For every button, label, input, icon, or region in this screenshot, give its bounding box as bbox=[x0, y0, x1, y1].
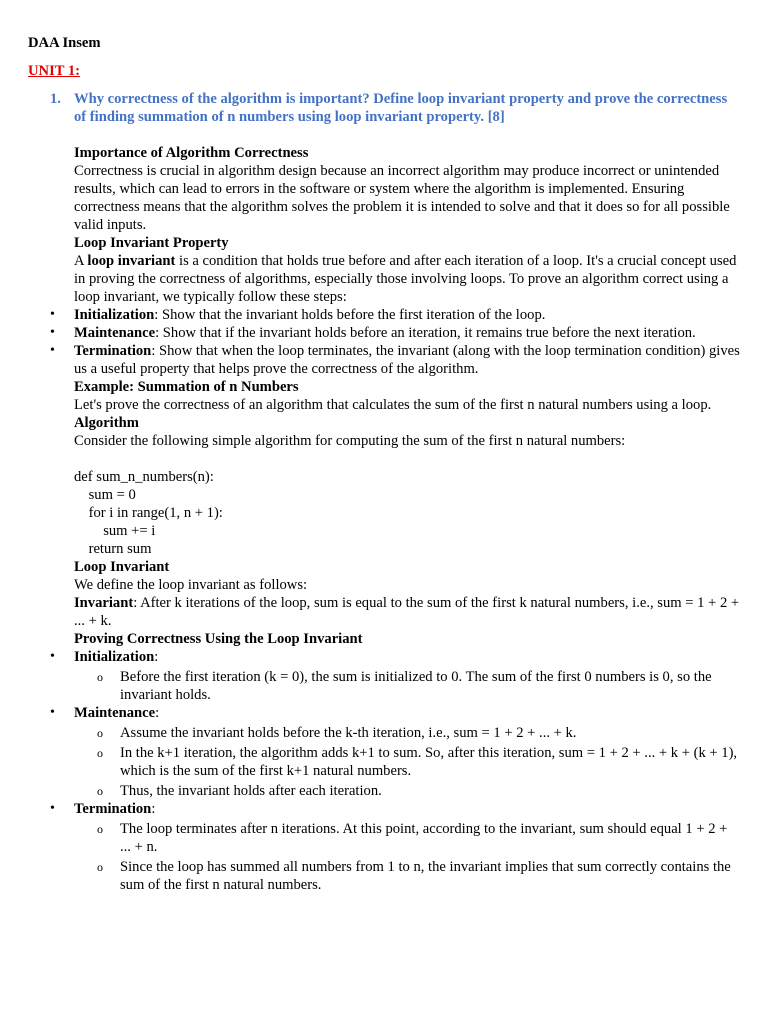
step-text: : Show that when the loop terminates, the invariant (along with the loop termination condition) gives us a useful property that helps prove the correctness of the algorithm. bbox=[74, 343, 740, 377]
proof-maintenance bbox=[50, 704, 740, 722]
invariant-text: : After k iterations of the loop, sum is equal to the sum of the first k natural numbers, i.e., sum = 1 + 2 + ... + k. bbox=[74, 595, 740, 629]
proof-initialization bbox=[50, 648, 740, 666]
sub-bullet: o bbox=[97, 784, 103, 798]
step-term: Maintenance bbox=[74, 325, 156, 341]
answer-body bbox=[50, 144, 740, 894]
sub-item-text: Thus, the invariant holds after each iteration. bbox=[120, 783, 382, 799]
invariant-heading: Loop Invariant bbox=[74, 559, 170, 575]
example-text: Let's prove the correctness of an algorithm that calculates the sum of the first n natural numbers using a loop. bbox=[74, 397, 712, 413]
colon: : bbox=[151, 801, 156, 817]
bullet: • bbox=[50, 343, 55, 358]
sub-item-text: The loop terminates after n iterations. At this point, according to the invariant, sum should equal 1 + 2 + ... + n. bbox=[120, 821, 728, 855]
step-term: Termination bbox=[74, 343, 152, 359]
algorithm-text: Consider the following simple algorithm for computing the sum of the first n natural numbers: bbox=[74, 433, 626, 449]
loop-invariant-a: A bbox=[74, 253, 88, 269]
bullet: • bbox=[50, 801, 55, 816]
colon: : bbox=[154, 649, 159, 665]
step-term: Initialization bbox=[74, 307, 155, 323]
sub-item-text: Assume the invariant holds before the k-th iteration, i.e., sum = 1 + 2 + ... + k. bbox=[120, 725, 577, 741]
loop-invariant-text bbox=[74, 252, 740, 306]
proof-term: Termination bbox=[74, 801, 152, 817]
invariant-term: Invariant bbox=[74, 595, 134, 611]
proof-term: Initialization bbox=[74, 649, 155, 665]
step-maintenance bbox=[50, 324, 740, 342]
sub-bullet: o bbox=[97, 860, 103, 874]
sub-item-text: Since the loop has summed all numbers from 1 to n, the invariant implies that sum correctly contains the sum of the first n natural numbers. bbox=[120, 859, 731, 893]
colon: : bbox=[155, 705, 160, 721]
unit-heading: UNIT 1: bbox=[28, 63, 81, 79]
importance-heading: Importance of Algorithm Correctness bbox=[74, 145, 309, 161]
sub-bullet: o bbox=[97, 670, 103, 684]
loop-invariant-rest: is a condition that holds true before and after each iteration of a loop. It's a crucial concept used in proving the correctness of algorithms, especially those involving loops. To prove an algorithm correct using a loop invariant, we typically follow these steps: bbox=[74, 253, 737, 305]
proof-init-item bbox=[97, 668, 740, 704]
bullet: • bbox=[50, 307, 55, 322]
bullet: • bbox=[50, 649, 55, 664]
step-initialization bbox=[50, 306, 740, 324]
proof-termination bbox=[50, 800, 740, 818]
bullet: • bbox=[50, 705, 55, 720]
importance-text: Correctness is crucial in algorithm design because an incorrect algorithm may produce incorrect or unintended results, which can lead to errors in the software or system where the algorithm is implemented. Ensuring correctness means that the algorithm solves the problem it is intended to solve and that it does so for all possible valid inputs. bbox=[74, 163, 730, 233]
proof-term-item bbox=[97, 858, 740, 894]
proving-heading: Proving Correctness Using the Loop Invariant bbox=[74, 631, 363, 647]
loop-invariant-heading: Loop Invariant Property bbox=[74, 235, 229, 251]
sub-item-text: Before the first iteration (k = 0), the sum is initialized to 0. The sum of the first 0 numbers is 0, so the invariant holds. bbox=[120, 669, 712, 703]
document-page bbox=[28, 34, 740, 894]
sub-bullet: o bbox=[97, 726, 103, 740]
question-1 bbox=[28, 90, 740, 126]
example-heading: Example: Summation of n Numbers bbox=[74, 379, 299, 395]
step-text: : Show that if the invariant holds before an iteration, it remains true before the next iteration. bbox=[155, 325, 696, 341]
proof-maint-item bbox=[97, 744, 740, 780]
invariant-definition bbox=[74, 594, 740, 630]
proof-maint-item bbox=[97, 782, 740, 800]
sub-bullet: o bbox=[97, 746, 103, 760]
question-number: 1. bbox=[50, 91, 61, 107]
sub-bullet: o bbox=[97, 822, 103, 836]
bullet: • bbox=[50, 325, 55, 340]
proof-term-item bbox=[97, 820, 740, 856]
step-text: : Show that the invariant holds before the first iteration of the loop. bbox=[154, 307, 546, 323]
proof-maint-item bbox=[97, 724, 740, 742]
step-termination bbox=[50, 342, 740, 378]
loop-invariant-bold: loop invariant bbox=[87, 253, 176, 269]
question-text: Why correctness of the algorithm is important? Define loop invariant property and prove the correctness of finding summation of n numbers using loop invariant property. [8] bbox=[74, 91, 728, 125]
sub-item-text: In the k+1 iteration, the algorithm adds k+1 to sum. So, after this iteration, sum = 1 + 2 + ... + k + (k + 1), which is the sum of the first k+1 natural numbers. bbox=[120, 745, 738, 779]
invariant-intro: We define the loop invariant as follows: bbox=[74, 577, 308, 593]
code-block: def sum_n_numbers(n): sum = 0 for i in range(1, n + 1): sum += i return sum bbox=[74, 469, 223, 557]
algorithm-heading: Algorithm bbox=[74, 415, 139, 431]
doc-title: DAA Insem bbox=[28, 35, 101, 51]
proof-term: Maintenance bbox=[74, 705, 156, 721]
